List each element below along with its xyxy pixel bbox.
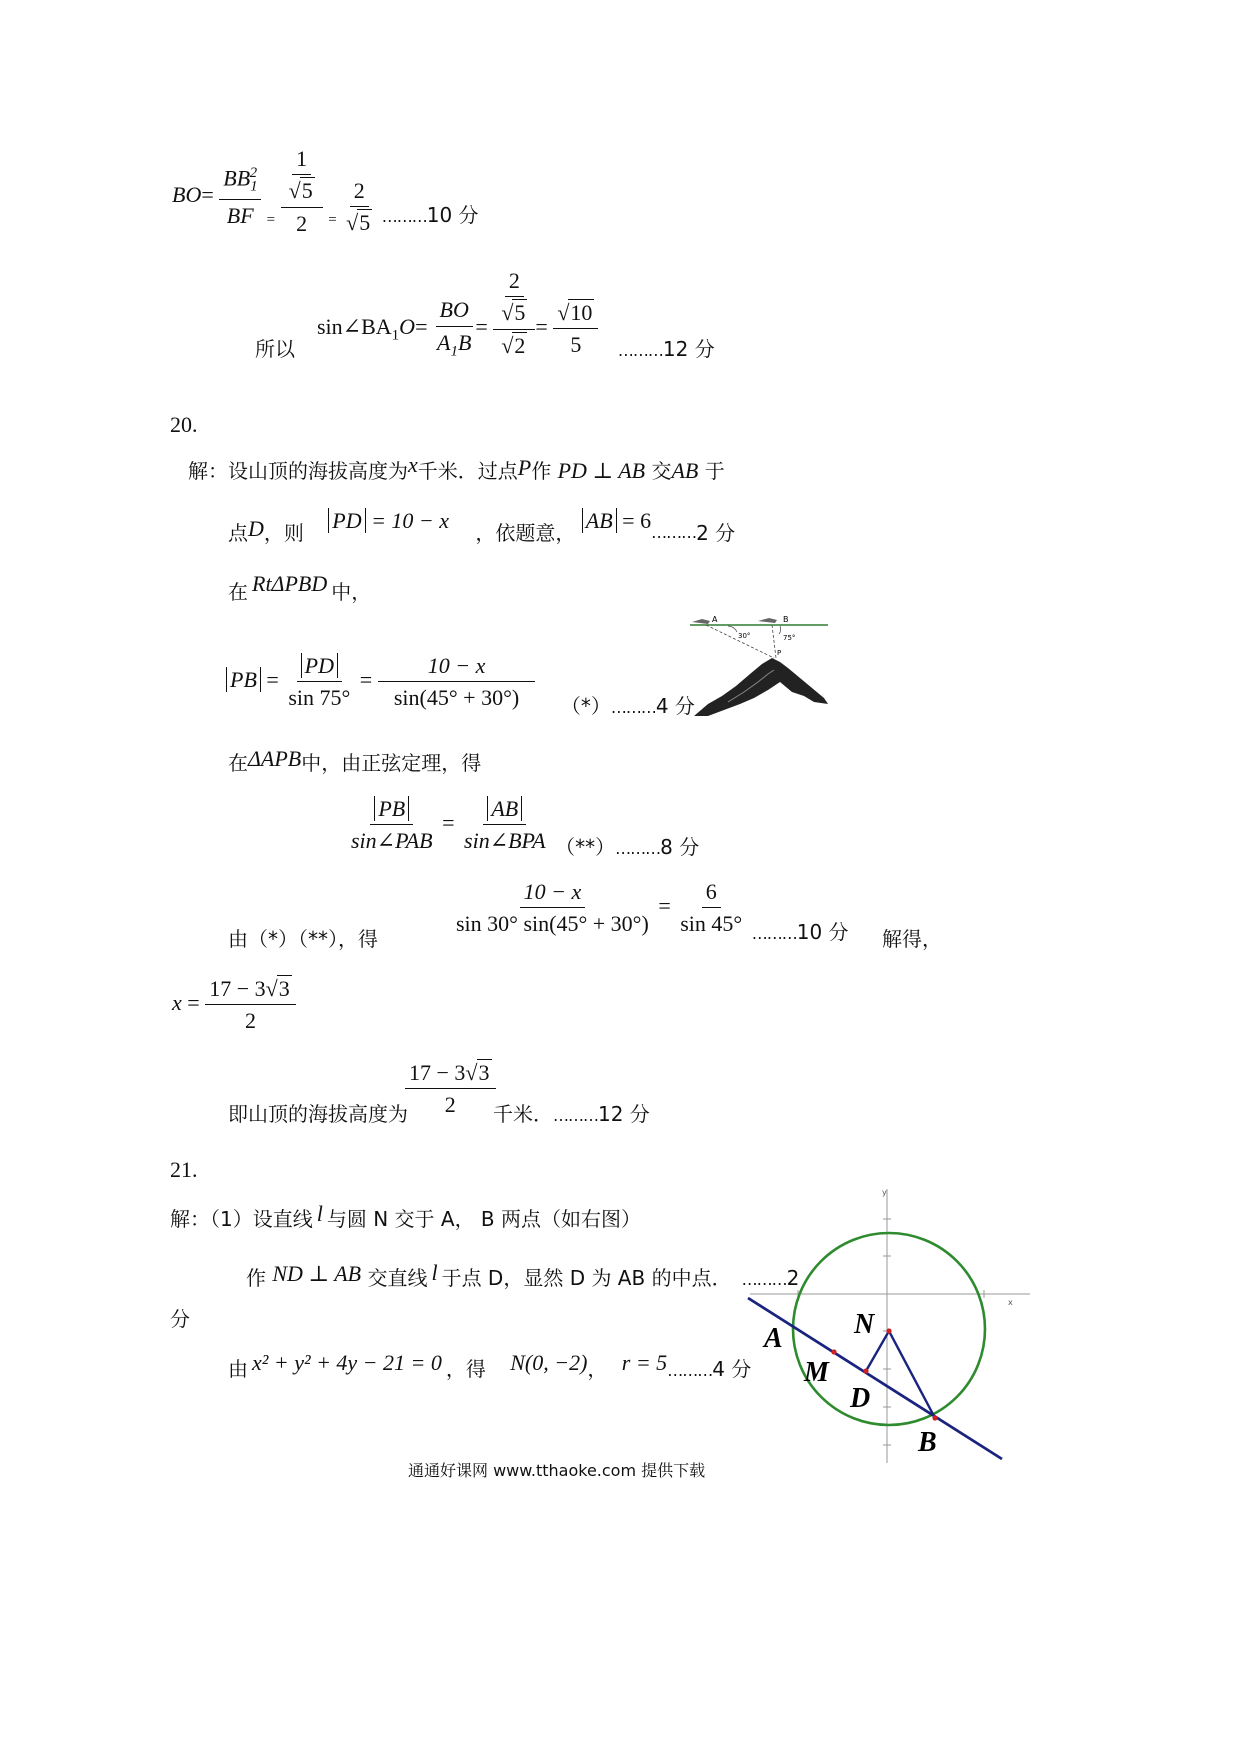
p20-line5: 在ΔAPB中，由正弦定理，得	[228, 746, 482, 775]
x-solution: x = $\frac{17 - 3√3}{2}$	[172, 976, 296, 1034]
suoyi-label: 所以	[255, 337, 295, 361]
svg-text:A: A	[764, 1323, 783, 1354]
svg-text:y: y	[882, 1188, 887, 1197]
svg-text:30°: 30°	[738, 632, 751, 640]
score-10-19: 10 分	[426, 202, 479, 227]
problem-20-number: 20.	[170, 412, 198, 437]
svg-text:N: N	[854, 1309, 875, 1340]
sight-line-a	[706, 625, 774, 658]
pb-lhs: PB	[226, 667, 261, 692]
score-4-20: 4 分	[655, 693, 695, 718]
sin-fraction-3: $\frac{√10}{5}$	[553, 300, 598, 358]
sine-law-equation: $\frac{PB}{\text{sin∠PAB}}$ = $\frac{AB}{\text{sin∠BPA}}$ $(**)_{\dots\dots\dots}8$ 分	[351, 796, 700, 859]
svg-text:B: B	[783, 615, 789, 624]
p20-line1: 解：设山顶的海拔高度为x千米．过点P作 PD ⊥ AB 交AB 于	[188, 452, 725, 483]
helicopter-a-icon	[692, 619, 710, 624]
p20-final-prefix: 即山顶的海拔高度为	[228, 1102, 408, 1126]
svg-text:P: P	[777, 649, 782, 657]
score-8-20: 8 分	[660, 834, 700, 859]
segment-nb	[889, 1331, 935, 1418]
svg-text:D: D	[850, 1383, 871, 1414]
point-b	[932, 1415, 937, 1420]
mountain-figure	[688, 612, 832, 720]
score-10-20: 10 分	[796, 919, 849, 944]
bo-equation: BO= $\frac{BB_1^2}{BF}$ $_=$ $\frac{\frac{1}{√5}}{2}$ $_=$ $\frac{2}{√5}$ $_{\dots\dots\dots}$10 分	[172, 146, 479, 236]
problem-21-number: 21.	[170, 1157, 198, 1182]
svg-text:B: B	[918, 1427, 937, 1458]
svg-text:x: x	[1008, 1298, 1013, 1307]
sin-fraction-2: $\frac{\frac{2}{√5}}{√2}$	[493, 268, 535, 358]
svg-text:75°: 75°	[783, 634, 796, 642]
score-12-20: 12 分	[598, 1102, 650, 1126]
score-4-21: 4 分	[712, 1357, 752, 1381]
combined-equation: $\frac{10 - x}{\sin 30^\circ \sin(45^\circ + 30^\circ)}$ = $\frac{6}{\sin 45^\circ}$ $_{\dots\dots\dots}$10 分	[456, 879, 849, 944]
bo-fraction-2: $\frac{\frac{1}{√5}}{2}$	[281, 146, 323, 236]
line-l	[748, 1298, 1002, 1459]
p21-line1: 解：（1）设直线 l 与圆 N 交于 A， B 两点（如右图）	[170, 1201, 642, 1231]
sight-line-b	[772, 625, 776, 658]
p20-jiede: 解得，	[882, 927, 942, 951]
p21-line3: 由 x² + y² + 4y − 21 = 0 ，得 N(0, −2)， $r = 5_{\dots\dots\dots}4$ 分	[228, 1350, 752, 1381]
score-2-20: 2 分	[696, 521, 736, 545]
point-d	[863, 1368, 868, 1373]
point-n	[886, 1328, 891, 1333]
p21-score-2-cont: 分	[170, 1307, 190, 1331]
p20-line3: 在 RtΔPBD 中，	[228, 571, 372, 604]
sin-fraction-1: $\frac{BO}{A_1B}$	[436, 297, 472, 360]
sin-equation: $\sin\angle BA_1O=$ $\frac{BO}{A_1B}$ = $\frac{\frac{2}{√5}}{√2}$ = $\frac{√10}{5}$ $_{\dots\dots\dots}$12 分	[317, 268, 715, 361]
score-2-21: 2	[786, 1266, 800, 1290]
score-12-19: 12 分	[662, 336, 715, 361]
bo-lhs: BO	[172, 181, 202, 207]
p20-line2: 点D，则 PD = 10 − x ，依题意， AB = $6_{\dots\dots\dots}2$ 分	[228, 508, 736, 545]
final-height-fraction: $\frac{17 - 3√3}{2}$	[405, 1060, 496, 1118]
p20-line7-prefix: 由（*）（**），得	[228, 927, 378, 951]
page-footer: 通通好课网 www.tthaoke.com 提供下载	[408, 1461, 706, 1480]
point-m	[831, 1349, 836, 1354]
helicopter-b-icon	[758, 618, 777, 623]
p21-line2: 作 ND ⊥ AB 交直线 l 于点 D，显然 D 为 AB 的中点． ………2	[246, 1260, 800, 1290]
mountain-shape	[694, 658, 828, 716]
svg-text:M: M	[804, 1357, 829, 1388]
p20-final-suffix: 千米．………12 分	[493, 1102, 650, 1126]
circle-geometry-figure	[746, 1183, 1036, 1465]
bo-fraction-1: $\frac{BB_1^2}{BF}$	[219, 165, 261, 228]
bo-fraction-3: $\frac{2}{√5}$	[346, 178, 371, 236]
pb-equation: PB = $\frac{PD}{\sin 75^\circ}$ = $\frac{10 - x}{\sin(45^\circ + 30^\circ)}$ $(*)_{\dots\dots\dots}4$ 分	[226, 653, 695, 711]
svg-text:A: A	[712, 615, 718, 624]
